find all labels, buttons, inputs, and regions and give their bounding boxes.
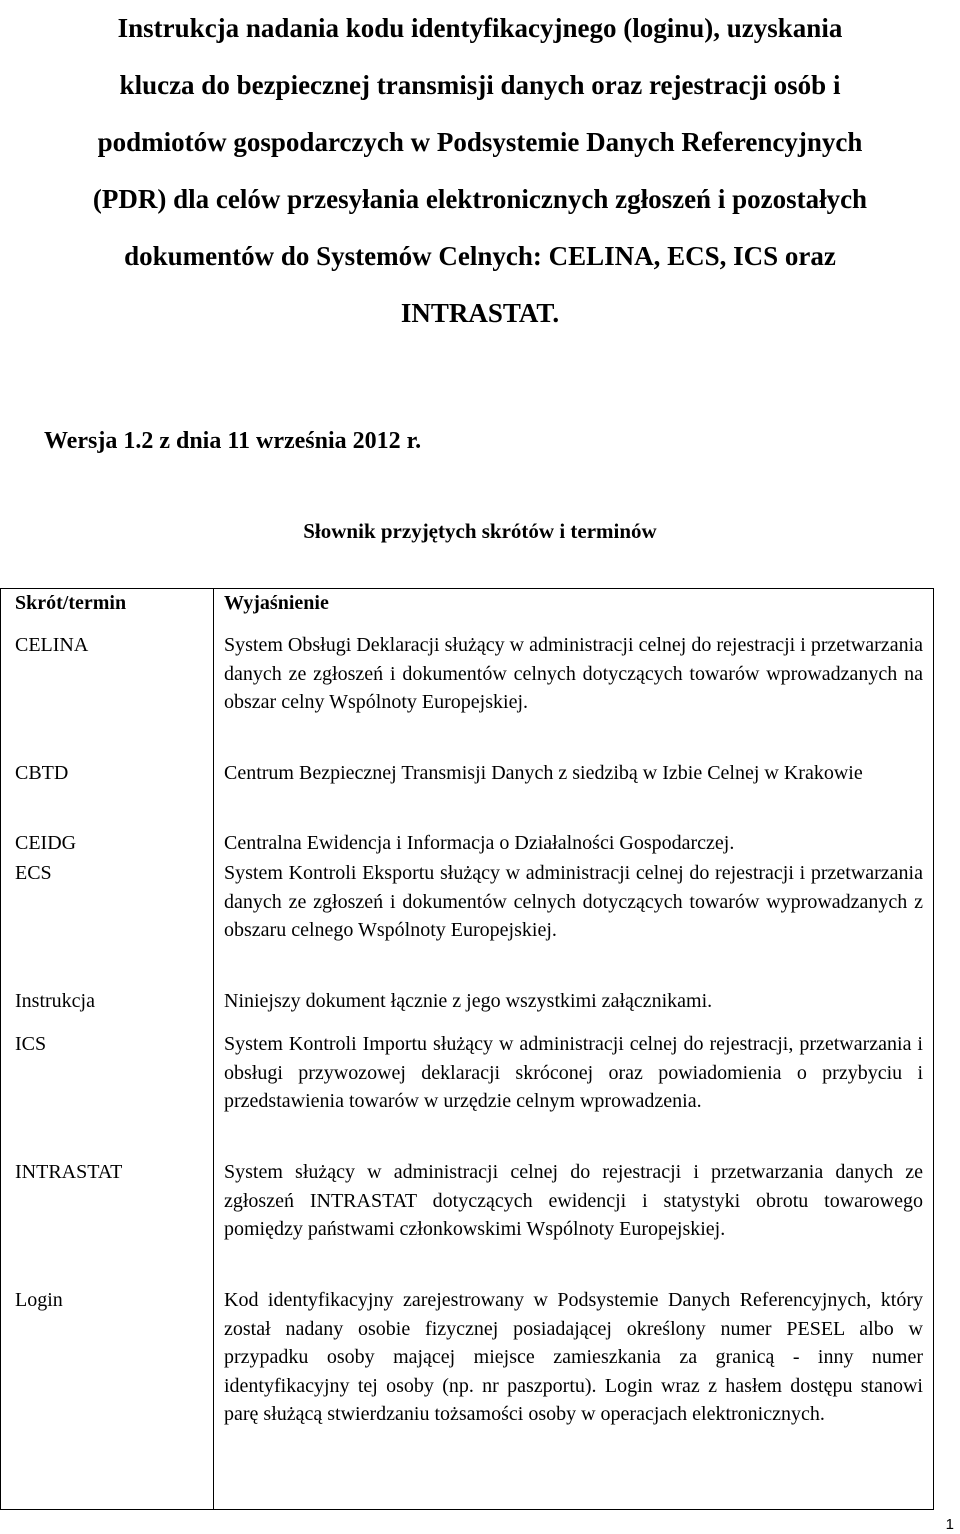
term-intrastat: INTRASTAT: [15, 1161, 123, 1183]
definition-login: Kod identyfikacyjny zarejestrowany w Podsystemie Danych Referencyjnych, który został nadany osobie fizycznej posiadającej określony numer PESEL albo w przypadku osoby mającej miejsce zamieszkania za granicą - inny numer identyfikacyjny tej osoby (np. nr paszportu). Login wraz z hasłem dostępu stanowi parę służącą stwierdzaniu tożsamości osoby w operacjach elektronicznych.: [224, 1289, 923, 1426]
definition-ics: System Kontroli Importu służący w administracji celnej do rejestracji, przetwarzania i obsługi przywozowej deklaracji skróconej oraz powiadomienia o przybyciu i przedstawienia towarów w urzędzie celnym wprowadzenia.: [224, 1033, 923, 1113]
definition-ceidg: Centralna Ewidencja i Informacja o Działalności Gospodarczej.: [224, 832, 735, 854]
definition-intrastat: System służący w administracji celnej do rejestracji i przetwarzania danych ze zgłoszeń INTRASTAT dotyczących ewidencji i statystyki obrotu towarowego pomiędzy państwami członkowskimi Wspólnoty Europejskiej.: [224, 1161, 923, 1241]
document-title: [0, 0, 960, 342]
title-line: klucza do bezpiecznej transmisji danych oraz rejestracji osób i: [119, 70, 841, 100]
version-line: Wersja 1.2 z dnia 11 września 2012 r.: [44, 428, 422, 454]
term-ceidg: CEIDG: [15, 832, 77, 854]
term-ics: ICS: [15, 1033, 47, 1055]
title-line: Instrukcja nadania kodu identyfikacyjnego (loginu), uzyskania: [117, 13, 843, 43]
term-instrukcja: Instrukcja: [15, 990, 95, 1012]
glossary-table: [0, 588, 934, 1510]
glossary-title: Słownik przyjętych skrótów i terminów: [303, 519, 657, 543]
term-celina: CELINA: [15, 634, 89, 656]
definition-ecs: System Kontroli Eksportu służący w administracji celnej do rejestracji i przetwarzania danych ze zgłoszeń i dokumentów celnych dotyczących towarów wyprowadzanych z obszaru celnego Wspólnoty Europejskiej.: [224, 862, 923, 942]
title-line: podmiotów gospodarczych w Podsystemie Danych Referencyjnych: [97, 127, 863, 157]
title-line: (PDR) dla celów przesyłania elektronicznych zgłoszeń i pozostałych: [92, 184, 868, 214]
header-definition: Wyjaśnienie: [224, 592, 329, 614]
column-divider: [213, 589, 214, 1509]
term-cbtd: CBTD: [15, 762, 69, 784]
page-number: 1: [945, 1516, 954, 1533]
header-term: Skrót/termin: [15, 592, 127, 614]
definition-instrukcja: Niniejszy dokument łącznie z jego wszystkimi załącznikami.: [224, 990, 713, 1012]
definition-celina: System Obsługi Deklaracji służący w administracji celnej do rejestracji i przetwarzania danych ze zgłoszeń i dokumentów celnych dotyczących towarów wprowadzanych na obszar celny Wspólnoty Europejskiej.: [224, 634, 923, 714]
term-login: Login: [15, 1289, 63, 1311]
title-line: dokumentów do Systemów Celnych: CELINA, ECS, ICS oraz: [124, 241, 836, 271]
definition-cbtd: Centrum Bezpiecznej Transmisji Danych z siedzibą w Izbie Celnej w Krakowie: [224, 762, 863, 784]
term-ecs: ECS: [15, 862, 52, 884]
title-line: INTRASTAT.: [400, 298, 560, 328]
